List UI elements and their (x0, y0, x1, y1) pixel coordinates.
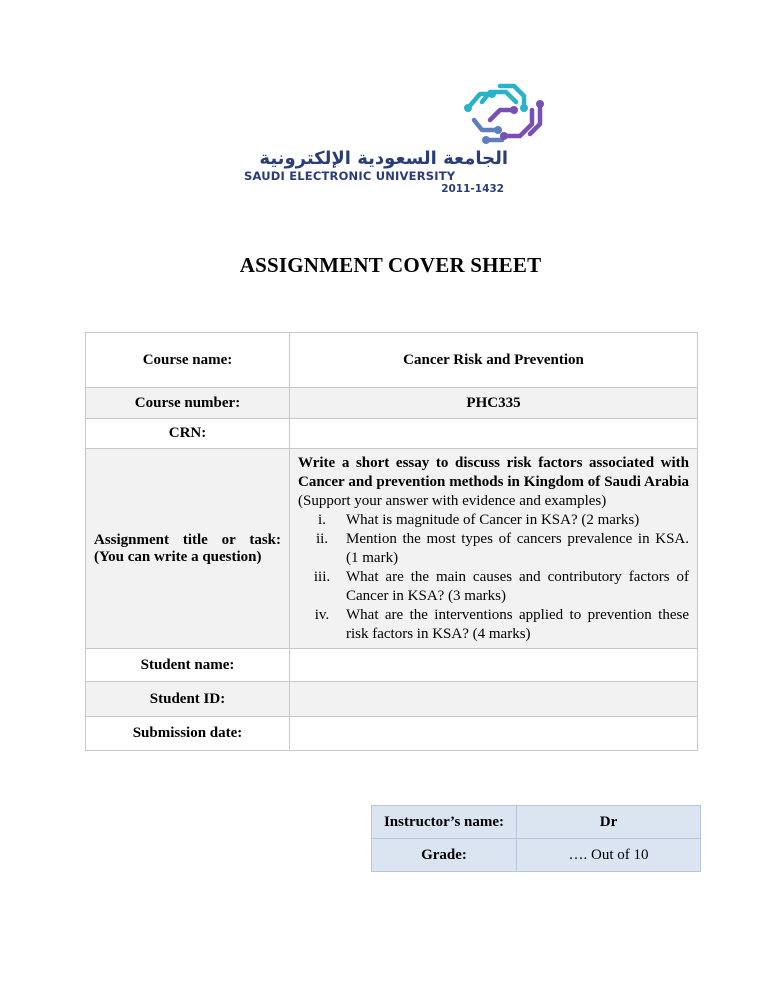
question-number: iv. (314, 606, 330, 623)
logo-arabic-name: الجامعة السعودية الإلكترونية (259, 148, 508, 169)
question-text: What is magnitude of Cancer in KSA? (2 marks) (346, 511, 640, 528)
assignment-task-row (86, 449, 698, 649)
course-number-value[interactable]: PHC335 (290, 388, 698, 419)
crn-value[interactable] (290, 419, 698, 449)
instructor-name-label: Instructor’s name: (372, 806, 517, 839)
task-question-list (298, 511, 689, 644)
course-number-label: Course number: (86, 388, 290, 419)
logo-english-name: SAUDI ELECTRONIC UNIVERSITY (244, 169, 456, 183)
task-question (298, 568, 689, 606)
task-intro-note: (Support your answer with evidence and examples) (298, 492, 607, 509)
student-name-value[interactable] (290, 649, 698, 682)
task-question (298, 511, 689, 530)
submission-date-row (86, 717, 698, 751)
student-id-row (86, 682, 698, 717)
crn-row (86, 419, 698, 449)
question-number: i. (318, 511, 326, 528)
course-name-label: Course name: (86, 333, 290, 388)
student-id-label: Student ID: (86, 682, 290, 717)
course-name-value[interactable]: Cancer Risk and Prevention (290, 333, 698, 388)
crn-label: CRN: (86, 419, 290, 449)
instructor-table (371, 805, 701, 872)
logo-years: 2011-1432 (441, 183, 504, 195)
question-text: What are the interventions applied to prevention these risk factors in KSA? (4 marks) (346, 606, 689, 642)
instructor-name-row (372, 806, 701, 839)
student-name-label: Student name: (86, 649, 290, 682)
question-text: Mention the most types of cancers prevalence in KSA. (1 mark) (346, 530, 689, 566)
submission-date-value[interactable] (290, 717, 698, 751)
instructor-name-value[interactable]: Dr (517, 806, 701, 839)
submission-date-label: Submission date: (86, 717, 290, 751)
course-number-row (86, 388, 698, 419)
cover-table (85, 332, 698, 751)
task-intro-bold: Write a short essay to discuss risk factors associated with Cancer and prevention methods in Kingdom of Saudi Arabia (298, 454, 689, 490)
seu-emblem-icon (460, 80, 560, 146)
assignment-task-value[interactable] (290, 449, 698, 649)
grade-label: Grade: (372, 839, 517, 872)
assignment-task-label: Assignment title or task: (You can write a question) (86, 449, 290, 649)
page-title: ASSIGNMENT COVER SHEET (239, 253, 542, 277)
grade-row (372, 839, 701, 872)
grade-value[interactable]: …. Out of 10 (517, 839, 701, 872)
university-logo (240, 80, 570, 195)
student-id-value[interactable] (290, 682, 698, 717)
task-question (298, 606, 689, 644)
question-text: What are the main causes and contributory factors of Cancer in KSA? (3 marks) (346, 568, 689, 604)
question-number: iii. (313, 568, 331, 585)
task-question (298, 530, 689, 568)
question-number: ii. (315, 530, 329, 547)
course-name-row (86, 333, 698, 388)
student-name-row (86, 649, 698, 682)
task-intro (298, 454, 689, 511)
